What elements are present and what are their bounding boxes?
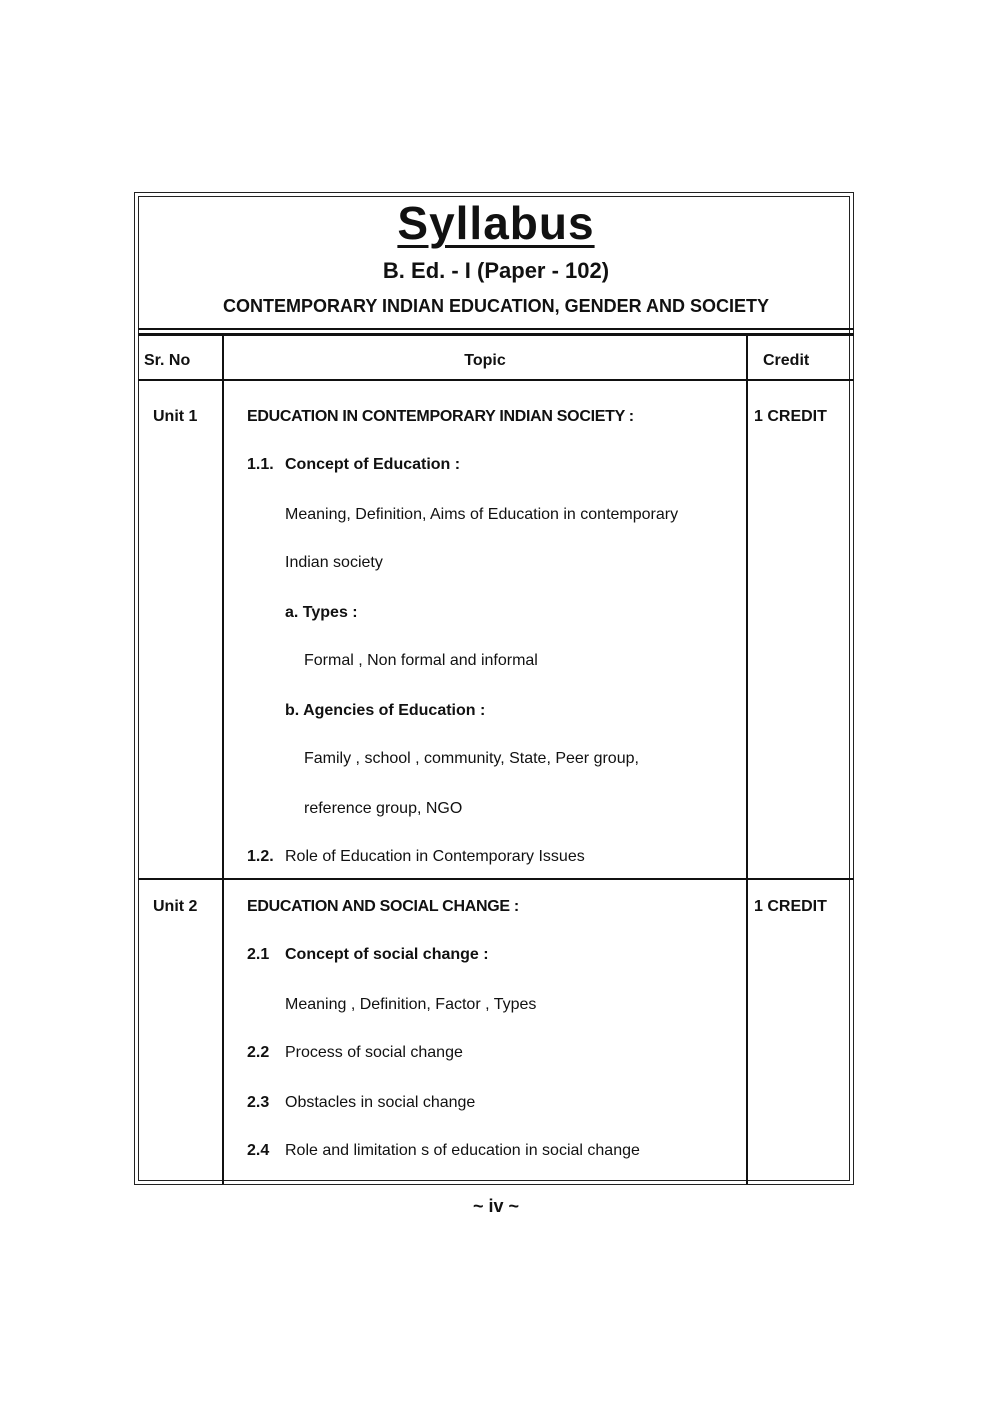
column-divider-left [222,336,224,1184]
page-title: Syllabus [397,197,595,249]
unit-credit: 1 CREDIT [754,898,827,915]
topic-line: Meaning , Definition, Factor , Types [285,996,537,1013]
unit-sr-no: Unit 2 [153,898,198,915]
page-frame-inner [138,196,850,1181]
topic-line: Formal , Non formal and informal [304,652,538,669]
topic-line: Meaning, Definition, Aims of Education in contemporary [285,506,679,523]
paper-name: CONTEMPORARY INDIAN EDUCATION, GENDER AND SOCIETY [222,296,770,316]
topic-number: 2.1 [247,946,270,963]
topic-line: Obstacles in social change [285,1094,476,1111]
topic-line: b. Agencies of Education : [285,702,486,719]
course-subtitle: B. Ed. - I (Paper - 102) [382,258,610,283]
topic-line: reference group, NGO [304,800,463,817]
unit-sr-no: Unit 1 [153,408,198,425]
column-header-sr-no: Sr. No [144,352,191,369]
unit-heading: EDUCATION IN CONTEMPORARY INDIAN SOCIETY : [247,408,634,425]
unit-heading: EDUCATION AND SOCIAL CHANGE : [247,898,519,915]
topic-line: Process of social change [285,1044,463,1061]
topic-line: Concept of social change : [285,946,489,963]
column-divider-right [746,336,748,1184]
topic-number: 1.1. [247,456,274,473]
topic-number: 1.2. [247,848,274,865]
page-number: ~ iv ~ [472,1196,520,1216]
column-header-credit: Credit [763,352,810,369]
unit-credit: 1 CREDIT [754,408,827,425]
topic-line: Role and limitation s of education in social change [285,1142,640,1159]
topic-line: Family , school , community, State, Peer group, [304,750,639,767]
topic-number: 2.3 [247,1094,270,1111]
topic-line: Role of Education in Contemporary Issues [285,848,585,865]
header-divider-top [138,328,854,330]
topic-number: 2.4 [247,1142,270,1159]
topic-line: Concept of Education : [285,456,461,473]
topic-line: Indian society [285,554,383,571]
topic-number: 2.2 [247,1044,270,1061]
topic-line: a. Types : [285,604,358,621]
column-header-topic: Topic [464,352,506,369]
